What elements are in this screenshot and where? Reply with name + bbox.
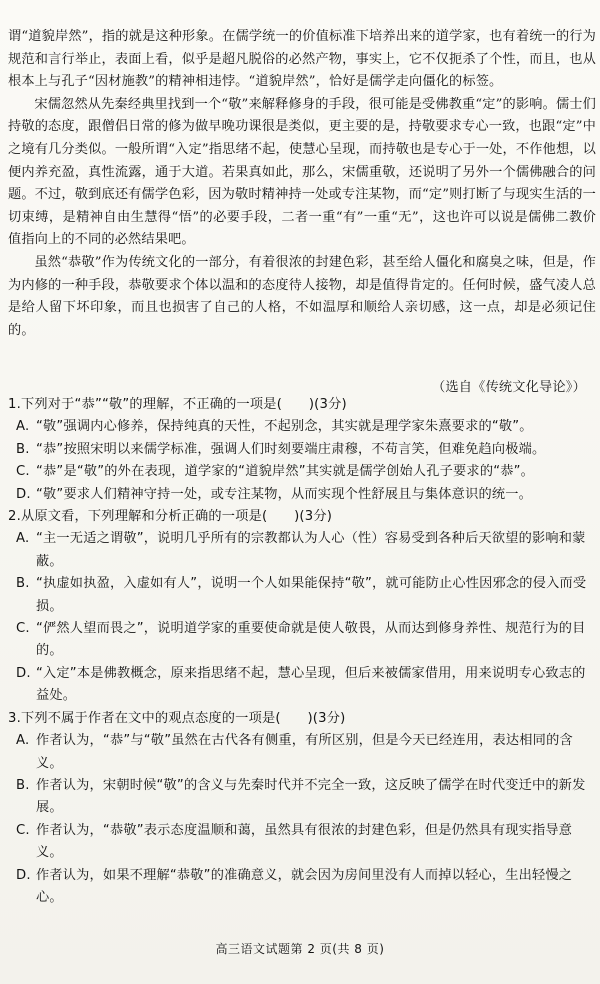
question-3-option-b[interactable] (8, 775, 596, 820)
question-1-stem: 1.下列对于“恭”“敬”的理解，不正确的一项是( )(3分) (8, 397, 347, 412)
option-text: “俨然人望而畏之”，说明道学家的重要使命就是使人敬畏，从而达到修身养性、规范行为的目的。 (36, 621, 586, 659)
passage-source: （选自《传统文化导论》） (431, 380, 586, 395)
option-letter: B. (16, 441, 30, 457)
option-text: “恭”是“敬”的外在表现，道学家的“道貌岸然”其实就是儒学创始人孔子要求的“恭”。 (36, 464, 535, 480)
option-letter: A. (16, 419, 30, 435)
option-letter: D. (16, 486, 31, 502)
reading-passage (8, 26, 596, 342)
question-2-stem: 2.从原文看，下列理解和分析正确的一项是( )(3分) (8, 509, 333, 525)
question-list (8, 384, 596, 909)
passage-paragraph-3: 虽然“恭敬”作为传统文化的一部分，有着很浓的封建色彩，甚至给人僵化和腐臭之味，但是，作为内修的一种手段，恭敬要求个体以温和的态度待人接物，却是值得肯定的。任何时候，盛气凌人总是给人留下坏印象，而且也损害了自己的人格，不如温厚和顺给人亲切感，这一点，却是必须记住的。 (8, 254, 596, 338)
question-2-option-a[interactable] (8, 528, 596, 573)
option-text: 作者认为，“恭”与“敬”虽然在古代各有侧重，有所区别，但是今天已经连用，表达相同的含义。 (36, 733, 573, 771)
question-3 (8, 708, 596, 910)
option-text: 作者认为，宋朝时候“敬”的含义与先秦时代并不完全一致，这反映了儒学在时代变迁中的新发展。 (36, 777, 586, 816)
option-text: “敬”强调内心修养，保持纯真的天性，不起别念，其实就是理学家朱熹要求的“敬”。 (36, 419, 533, 435)
option-letter: C. (16, 822, 30, 838)
question-1 (8, 394, 596, 506)
option-text: “执虚如执盈，入虚如有人”，说明一个人如果能保持“敬”，就可能防止心性因邪念的侵入而受损。 (36, 576, 587, 614)
question-3-option-c[interactable] (8, 820, 596, 865)
question-2 (8, 506, 596, 708)
page-footer: 高三语文试题第 2 页(共 8 页) (215, 942, 385, 956)
option-letter: A. (16, 531, 30, 547)
option-letter: D. (16, 665, 31, 681)
option-letter: A. (16, 733, 30, 749)
option-text: “敬”要求人们精神守持一处，或专注某物，从而实现个性舒展且与集体意识的统一。 (36, 486, 533, 502)
question-2-option-b[interactable] (8, 573, 596, 618)
question-1-option-a[interactable] (8, 416, 596, 438)
option-text: 作者认为，“恭敬”表示态度温顺和蔼，虽然具有很浓的封建色彩，但是仍然具有现实指导意义。 (36, 822, 573, 861)
question-3-option-d[interactable] (8, 865, 596, 910)
option-letter: D. (16, 867, 31, 883)
option-text: “恭”按照宋明以来儒学标准，强调人们时刻要端庄肃穆，不苟言笑，但难免趋向极端。 (36, 441, 546, 457)
question-3-stem: 3.下列不属于作者在文中的观点态度的一项是( )(3分) (8, 710, 346, 726)
question-1-option-d[interactable] (8, 484, 596, 506)
passage-paragraph-2: 宋儒忽然从先秦经典里找到一个“敬”来解释修身的手段，很可能是受佛教重“定”的影响。儒士们持敬的态度，跟僧侣日常的修为做早晚功课很是类似，更主要的是，持敬要求专心一致，也跟“定”中之境有几分类似。一般所谓“入定”指思绪不起，使慧心呈现，而持敬也是专心于一处，不作他想，以便内养充盈，真性流露，通于大道。若果真如此，那么，宋儒重敬，还说明了另外一个儒佛融合的问题。不过，敬到底还有儒学色彩，因为敬时精神持一处或专注某物，而“定”则打断了与现实生活的一切束缚，是精神自由生慧得“悟”的必要手段，二者一重“有”一重“无”，这也许可以说是儒佛二教价值指向上的不同的必然结果吧。 (8, 96, 596, 248)
option-letter: C. (16, 621, 30, 637)
passage-paragraph-1: 谓“道貌岸然”，指的就是这种形象。在儒学统一的价值标准下培养出来的道学家，也有着统一的行为规范和言行举止，表面上看，似乎是超凡脱俗的必然产物，事实上，它不仅扼杀了个性，而且，也从根本上与孔子“因材施教”的精神相违悖。“道貌岸然”，恰好是儒学走向僵化的标签。 (8, 29, 596, 90)
option-letter: C. (16, 464, 30, 480)
option-text: “入定”本是佛教概念，原来指思绪不起，慧心呈现，但后来被儒家借用，用来说明专心致志的益处。 (36, 665, 586, 704)
question-2-option-c[interactable] (8, 618, 596, 663)
question-1-option-b[interactable] (8, 439, 596, 461)
question-3-option-a[interactable] (8, 730, 596, 775)
option-text: “主一无适之谓敬”，说明几乎所有的宗教都认为人心（性）容易受到各种后天欲望的影响和蒙蔽。 (36, 531, 586, 569)
question-1-option-c[interactable] (8, 461, 596, 483)
option-text: 作者认为，如果不理解“恭敬”的准确意义，就会因为房间里没有人而掉以轻心，生出轻慢之心。 (36, 867, 573, 905)
option-letter: B. (16, 576, 30, 592)
option-letter: B. (16, 777, 30, 793)
question-2-option-d[interactable] (8, 663, 596, 708)
